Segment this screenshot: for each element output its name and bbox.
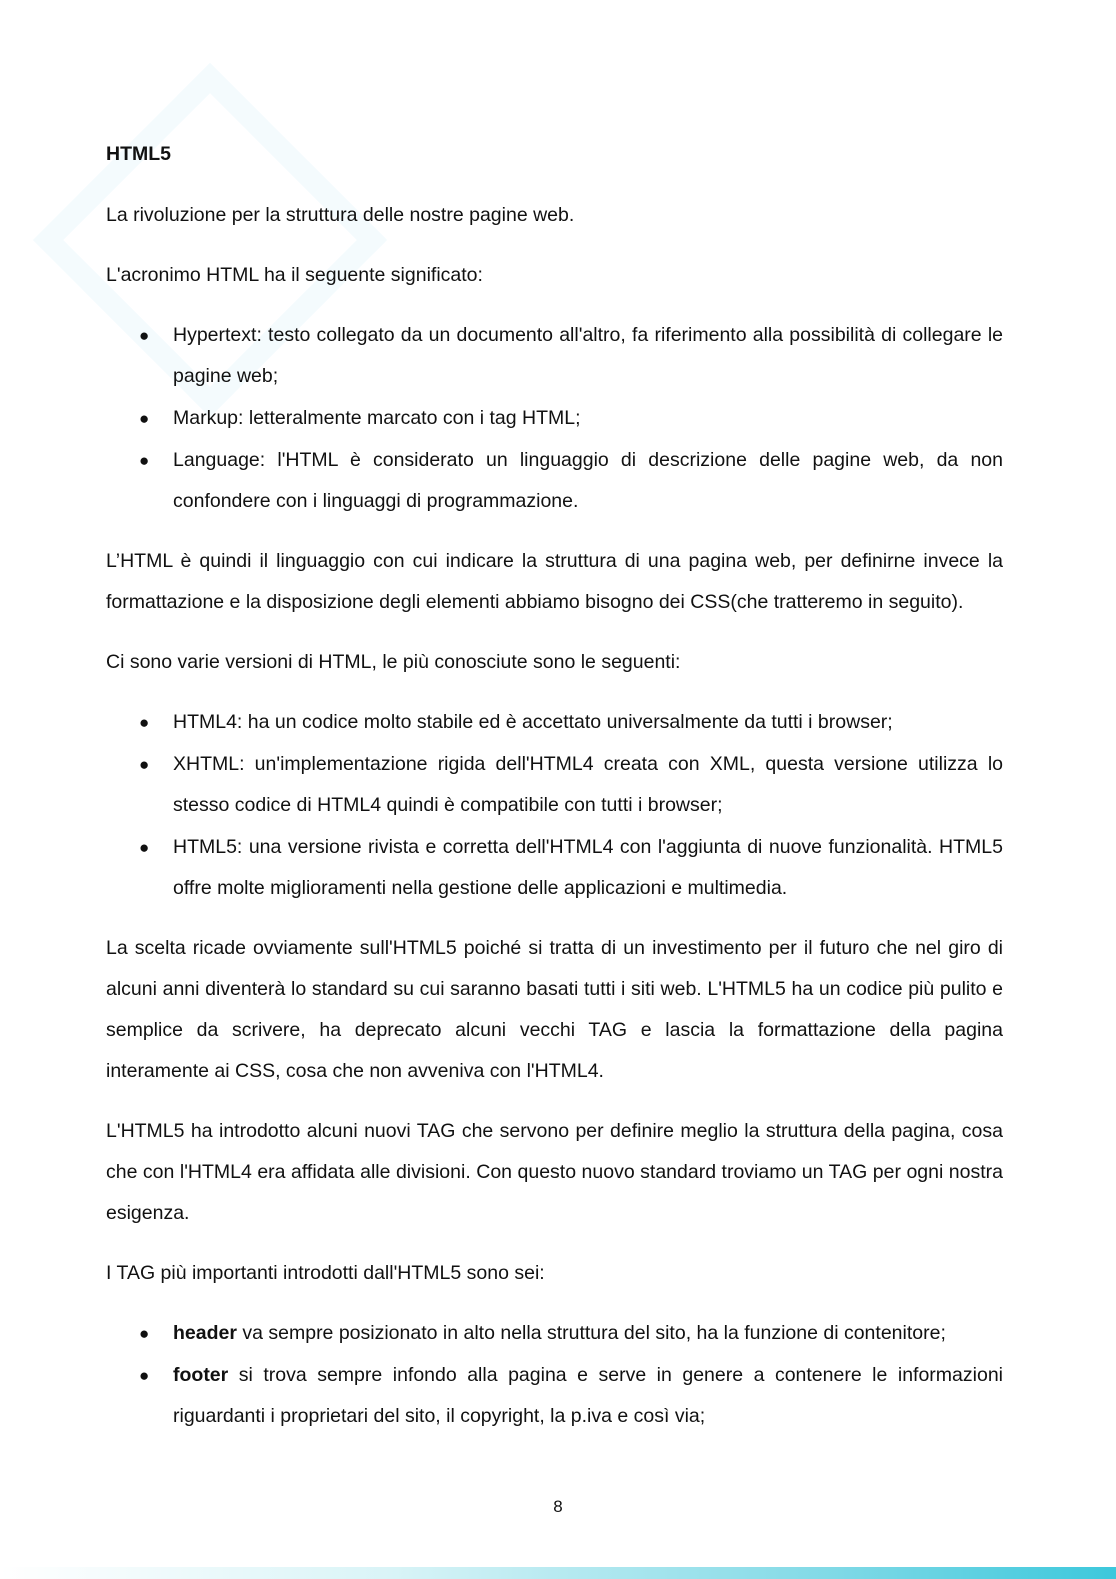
tags-list: [106, 1313, 1003, 1437]
bullet-icon: ●: [139, 451, 150, 470]
page-number: 8: [553, 1497, 563, 1516]
list-item-text: va sempre posizionato in alto nella struttura del sito, ha la funzione di contenitore;: [236, 1322, 946, 1344]
tag-keyword: header: [173, 1322, 237, 1344]
intro-paragraph: La rivoluzione per la struttura delle nostre pagine web.: [106, 204, 575, 226]
choice-paragraph: La scelta ricade ovviamente sull'HTML5 poiché si tratta di un investimento per il futuro che nel giro di alcuni anni diventerà lo standard su cui saranno basati tutti i siti web. L'HTML5 ha un codice più pulito e semplice da scrivere, ha deprecato alcuni vecchi TAG e lascia la formattazione della pagina interamente ai CSS, cosa che non avveniva con l'HTML4.: [106, 937, 1003, 1082]
list-item-text: XHTML: un'implementazione rigida dell'HTML4 creata con XML, questa versione utilizza lo stesso codice di HTML4 quindi è compatibile con tutti i browser;: [173, 753, 1003, 816]
tag-keyword: footer: [173, 1364, 229, 1386]
bullet-icon: ●: [139, 1366, 150, 1385]
bullet-icon: ●: [139, 1324, 150, 1343]
bullet-icon: ●: [139, 838, 150, 857]
list-item: [106, 1355, 1003, 1437]
list-item: [106, 1313, 1003, 1354]
acronym-list: [106, 315, 1003, 522]
new-tags-paragraph: L'HTML5 ha introdotto alcuni nuovi TAG che servono per definire meglio la struttura della pagina, cosa che con l'HTML4 era affidata alle divisioni. Con questo nuovo standard troviamo un TAG per ogni nostra esigenza.: [106, 1120, 1003, 1224]
tags-intro-paragraph: I TAG più importanti introdotti dall'HTML5 sono sei:: [106, 1262, 545, 1284]
list-item: [106, 744, 1003, 826]
list-item: [106, 702, 1003, 743]
bullet-icon: ●: [139, 755, 150, 774]
footer-accent-bar: [0, 1567, 1116, 1579]
list-item: [106, 827, 1003, 909]
document-page: [106, 134, 1003, 1456]
list-item-text: si trova sempre infondo alla pagina e serve in genere a contenere le informazioni riguardanti i proprietari del sito, il copyright, la p.iva e così via;: [173, 1364, 1003, 1427]
acronym-intro-paragraph: L'acronimo HTML ha il seguente significato:: [106, 264, 483, 286]
bullet-icon: ●: [139, 326, 150, 345]
list-item-text: HTML4: ha un codice molto stabile ed è accettato universalmente da tutti i browser;: [173, 711, 893, 733]
page-title: HTML5: [106, 143, 171, 165]
list-item: [106, 398, 1003, 439]
bullet-icon: ●: [139, 409, 150, 428]
versions-intro-paragraph: Ci sono varie versioni di HTML, le più conosciute sono le seguenti:: [106, 651, 681, 673]
structure-paragraph: L’HTML è quindi il linguaggio con cui indicare la struttura di una pagina web, per definirne invece la formattazione e la disposizione degli elementi abbiamo bisogno dei CSS(che tratteremo in seguito).: [106, 550, 1003, 613]
list-item-text: Hypertext: testo collegato da un documento all'altro, fa riferimento alla possibilità di collegare le pagine web;: [173, 324, 1003, 387]
versions-list: [106, 702, 1003, 909]
list-item-text: Language: l'HTML è considerato un linguaggio di descrizione delle pagine web, da non confondere con i linguaggi di programmazione.: [173, 449, 1003, 512]
list-item: [106, 315, 1003, 397]
list-item-text: Markup: letteralmente marcato con i tag HTML;: [173, 407, 581, 429]
bullet-icon: ●: [139, 713, 150, 732]
list-item-text: HTML5: una versione rivista e corretta dell'HTML4 con l'aggiunta di nuove funzionalità. HTML5 offre molte miglioramenti nella gestione delle applicazioni e multimedia.: [173, 836, 1003, 899]
list-item: [106, 440, 1003, 522]
